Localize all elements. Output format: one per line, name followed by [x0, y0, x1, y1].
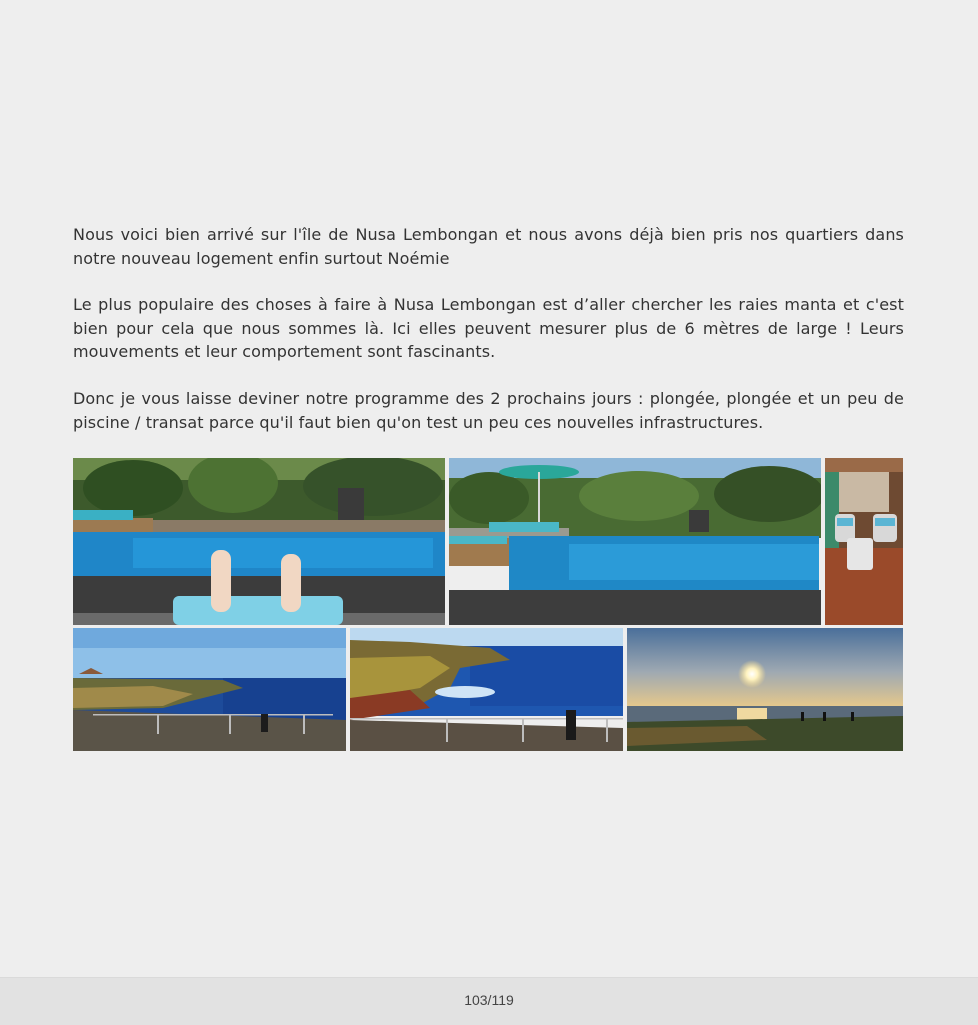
- paragraph-manta-rays: Le plus populaire des choses à faire à Nusa Lembongan est d’aller chercher les raies manta et c'est bien pour cela que nous sommes là. Ici elles peuvent mesurer plus de 6 mètres de large ! Leurs mouvements et leur comportement sont fascinants.: [73, 295, 904, 361]
- paragraph-program: Donc je vous laisse deviner notre programme des 2 prochains jours : plongée, plongée et un peu de piscine / transat parce qu'il faut bien qu'on test un peu ces nouvelles infrastructures.: [73, 389, 904, 432]
- page-indicator: 103/119: [464, 992, 514, 1008]
- photo-sunset[interactable]: [627, 628, 903, 751]
- photo-terrace[interactable]: [825, 458, 903, 625]
- paragraph-arrival: Nous voici bien arrivé sur l'île de Nusa Lembongan et nous avons déjà bien pris nos quartiers dans notre nouveau logement enfin surtout Noémie: [73, 225, 904, 268]
- photo-pool-loungers[interactable]: [449, 458, 821, 625]
- page-footer: [0, 977, 978, 1025]
- photo-pool-feet[interactable]: [73, 458, 445, 625]
- photo-ocean-cliffs[interactable]: [350, 628, 623, 751]
- photo-cliff-walkway[interactable]: [73, 628, 346, 751]
